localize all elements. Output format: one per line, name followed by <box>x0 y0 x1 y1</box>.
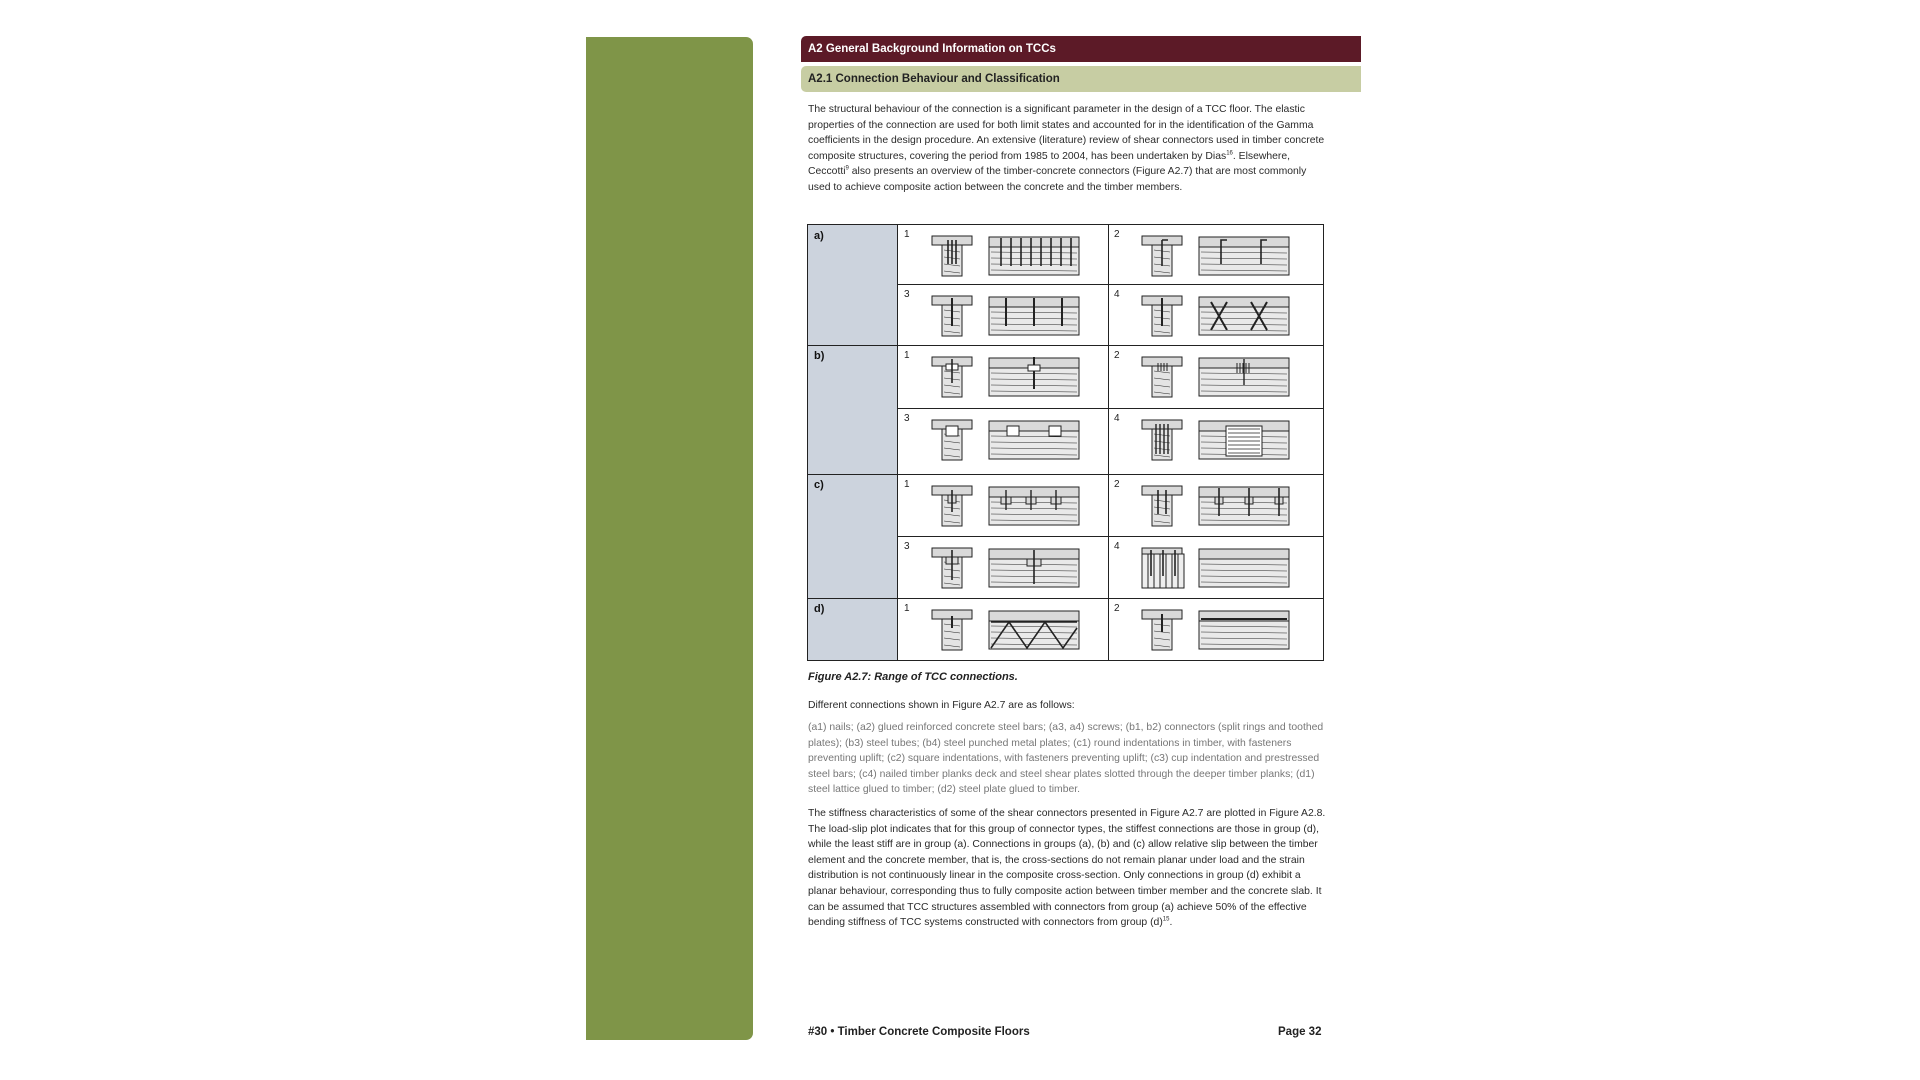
cell-number: 1 <box>904 350 910 361</box>
cell-a4 <box>1109 285 1323 345</box>
connector-sketch-cup-indent <box>931 546 1081 590</box>
group-d <box>808 598 898 660</box>
group-c <box>808 474 898 598</box>
group-label-c: c) <box>814 479 824 491</box>
cell-d1 <box>899 599 1108 660</box>
page-number: Page 32 <box>1278 1026 1322 1038</box>
intro-text-1: The structural behaviour of the connection is a significant parameter in the design of a TCC floor. The elastic properties of the connection are used for both limit states and accounted for in the identification of the Gamma coefficients in the design procedure. An extensive (literature) review of shear connectors used in timber concrete composite structures, covering the period from 1985 to 2004, has been undertaken by Dias <box>808 104 1325 162</box>
connector-sketch-steel-tubes <box>931 418 1081 462</box>
green-sidebar <box>586 37 753 1040</box>
group-label-a: a) <box>814 230 824 242</box>
group-a <box>808 225 898 345</box>
intro-text-3: also presents an overview of the timber-concrete connectors (Figure A2.7) that are most commonly used to achieve composite action between the concrete and the timber members. <box>808 166 1307 193</box>
connections-list: (a1) nails; (a2) glued reinforced concrete steel bars; (a3, a4) screws; (b1, b2) connectors (split rings and toothed plates); (b3) steel tubes; (b4) steel punched metal plates; (c1) round indentations in timber, with fasteners preventing uplift; (c2) square indentations, with fasteners preventing uplift; (c3) cup indentation and prestressed steel bars; (c4) nailed timber planks deck and steel shear plates slotted through the deeper timber planks; (d1) steel lattice glued to timber; (d2) steel plate glued to timber. <box>808 722 1324 796</box>
cell-a3 <box>899 285 1108 345</box>
cell-a2 <box>1109 225 1323 284</box>
connector-sketch-punched-plate <box>1141 418 1291 462</box>
cell-number: 2 <box>1114 229 1120 240</box>
connector-sketch-split-ring <box>931 355 1081 399</box>
connector-sketch-inclined-screws <box>1141 294 1291 338</box>
connector-sketch-square-indent <box>1141 484 1291 528</box>
cell-number: 2 <box>1114 603 1120 614</box>
intro-paragraph <box>808 102 1328 196</box>
stiffness-text: The stiffness characteristics of some of the shear connectors presented in Figure A2.7 are plotted in Figure A2.8. The load-slip plot indicates that for this group of connector types, the stiffest connections are those in group (d), while the least stiff are in group (a). Connections in groups (a), (b) and (c) allow relative slip between the timber element and the concrete member, that is, the cross-sections do not remain planar under load and the strain distribution is not continuously linear in the composite cross-section. Only connections in group (d) exhibit a planar behaviour, corresponding thus to fully composite action between timber member and the concrete slab. It can be assumed that TCC structures assembled with connectors from group (a) achieve 50% of the effective bending stiffness of TCC systems constructed with connectors from group (d) <box>808 808 1326 929</box>
connector-sketch-glued-plate <box>1141 608 1291 652</box>
connector-sketch-timber-planks <box>1141 546 1291 590</box>
intro-text-2: . Elsewhere, Ceccotti <box>808 150 1291 178</box>
connector-sketch-nails <box>931 234 1081 278</box>
cell-number: 2 <box>1114 479 1120 490</box>
stiffness-end: . <box>1169 917 1173 929</box>
cell-c2 <box>1109 475 1323 536</box>
group-b <box>808 345 898 474</box>
group-label-b: b) <box>814 350 825 362</box>
group-label-d: d) <box>814 603 825 615</box>
ref-ceccotti: 9 <box>845 165 849 172</box>
cell-c3 <box>899 537 1108 598</box>
ref-stiffness: 15 <box>1162 916 1170 923</box>
cell-b3 <box>899 409 1108 474</box>
cell-b2 <box>1109 346 1323 408</box>
subsection-title: A2.1 Connection Behaviour and Classification <box>808 73 1060 85</box>
footer-title: #30 • Timber Concrete Composite Floors <box>808 1026 1030 1038</box>
figure-tcc-connections <box>807 224 1324 661</box>
cell-number: 2 <box>1114 350 1120 361</box>
connector-sketch-round-indent <box>931 484 1081 528</box>
cell-number: 1 <box>904 603 910 614</box>
cell-b4 <box>1109 409 1323 474</box>
cell-number: 4 <box>1114 413 1120 424</box>
cell-number: 3 <box>904 413 910 424</box>
cell-d2 <box>1109 599 1323 660</box>
connector-sketch-screws <box>931 294 1081 338</box>
cell-c4 <box>1109 537 1323 598</box>
subsection-header <box>801 66 1361 92</box>
cell-c1 <box>899 475 1108 536</box>
cell-number: 3 <box>904 289 910 300</box>
cell-number: 1 <box>904 229 910 240</box>
connector-sketch-steel-lattice <box>931 608 1081 652</box>
cell-b1 <box>899 346 1108 408</box>
cell-number: 4 <box>1114 541 1120 552</box>
connections-intro: Different connections shown in Figure A2.7 are as follows: <box>808 700 1075 711</box>
cell-number: 1 <box>904 479 910 490</box>
connector-sketch-toothed-plate <box>1141 355 1291 399</box>
stiffness-paragraph <box>808 806 1328 931</box>
ref-dias: 16 <box>1226 150 1233 157</box>
cell-a1 <box>899 225 1108 284</box>
section-title: A2 General Background Information on TCCs <box>808 43 1056 55</box>
figure-caption: Figure A2.7: Range of TCC connections. <box>808 671 1018 683</box>
cell-number: 4 <box>1114 289 1120 300</box>
cell-number: 3 <box>904 541 910 552</box>
section-header <box>801 36 1361 62</box>
connector-sketch-bent-bars <box>1141 234 1291 278</box>
